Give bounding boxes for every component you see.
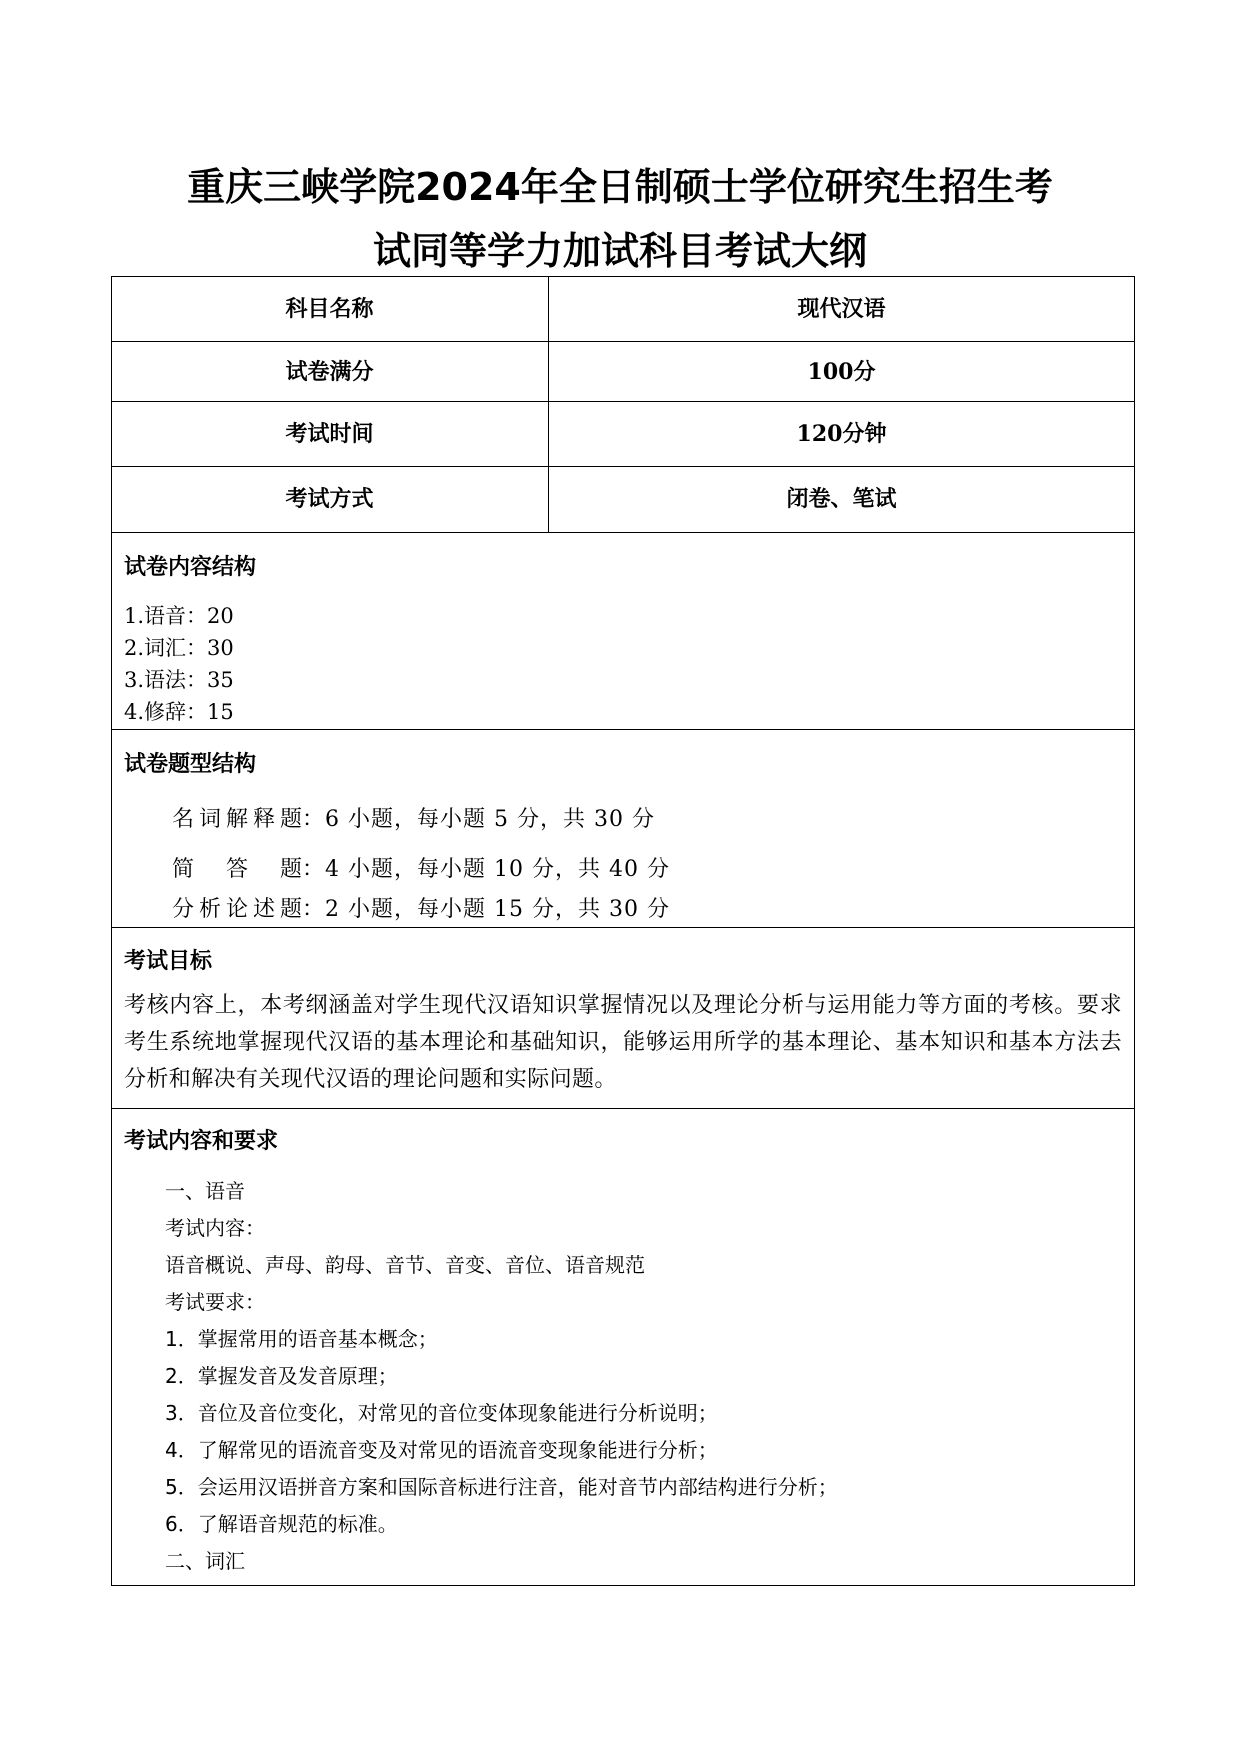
info-label-subject: 科目名称: [285, 296, 374, 322]
row-divider: [111, 341, 1135, 342]
info-label-full-score: 试卷满分: [285, 359, 374, 385]
question-type-item: [172, 855, 670, 885]
section-title-phonetics: 一、语音: [165, 1179, 245, 1203]
content-structure-item: 4.修辞：15: [124, 700, 234, 724]
question-type-label: 名词解释题: [172, 807, 302, 832]
row-divider: [111, 729, 1135, 730]
row-divider: [111, 401, 1135, 402]
requirement-item: 1．掌握常用的语音基本概念；: [165, 1327, 438, 1351]
row-divider: [111, 1108, 1135, 1109]
info-label-exam-time: 考试时间: [285, 421, 374, 447]
question-type-detail: ：2 小题，每小题 15 分，共 30 分: [302, 897, 670, 922]
question-type-label: 简答题: [172, 857, 302, 882]
exam-content-text: 语音概说、声母、韵母、音节、音变、音位、语音规范: [165, 1253, 645, 1277]
requirement-item: 5．会运用汉语拼音方案和国际音标进行注音，能对音节内部结构进行分析；: [165, 1475, 838, 1499]
question-type-label: 分析论述题: [172, 897, 302, 922]
question-type-item: [172, 805, 655, 835]
document-title-line-1: 重庆三峡学院2024年全日制硕士学位研究生招生考: [187, 165, 1053, 209]
info-label-exam-mode: 考试方式: [285, 486, 374, 512]
content-structure-item: 2.词汇：30: [124, 636, 234, 660]
row-divider: [111, 927, 1135, 928]
section-title-vocabulary: 二、词汇: [165, 1549, 245, 1573]
info-value-exam-mode: 闭卷、笔试: [786, 486, 897, 512]
requirement-item: 3．音位及音位变化，对常见的音位变体现象能进行分析说明；: [165, 1401, 718, 1425]
info-value-subject: 现代汉语: [797, 296, 886, 322]
exam-goal-heading: 考试目标: [124, 948, 213, 974]
question-types-heading: 试卷题型结构: [124, 751, 257, 777]
question-type-item: [172, 895, 670, 925]
content-structure-item: 1.语音：20: [124, 604, 234, 628]
row-divider: [111, 466, 1135, 467]
question-type-detail: ：4 小题，每小题 10 分，共 40 分: [302, 857, 670, 882]
requirement-item: 6．了解语音规范的标准。: [165, 1512, 398, 1536]
info-value-full-score: 100分: [807, 359, 876, 385]
content-structure-heading: 试卷内容结构: [124, 554, 257, 580]
exam-requirement-label: 考试要求：: [165, 1290, 265, 1314]
exam-goal-text: 考核内容上，本考纲涵盖对学生现代汉语知识掌握情况以及理论分析与运用能力等方面的考核。要求考生系统地掌握现代汉语的基本理论和基础知识，能够运用所学的基本理论、基本知识和基本方法去分析和解决有关现代汉语的理论问题和实际问题。: [124, 993, 1122, 1092]
info-value-exam-time: 120分钟: [796, 421, 887, 447]
row-divider: [111, 532, 1135, 533]
requirement-item: 4．了解常见的语流音变及对常见的语流音变现象能进行分析；: [165, 1438, 718, 1462]
content-structure-item: 3.语法：35: [124, 668, 234, 692]
document-title-line-2: 试同等学力加试科目考试大纲: [372, 229, 867, 273]
exam-content-label: 考试内容：: [165, 1216, 265, 1240]
requirement-item: 2．掌握发音及发音原理；: [165, 1364, 398, 1388]
question-type-detail: ：6 小题，每小题 5 分，共 30 分: [302, 807, 655, 832]
exam-content-heading: 考试内容和要求: [124, 1128, 279, 1154]
